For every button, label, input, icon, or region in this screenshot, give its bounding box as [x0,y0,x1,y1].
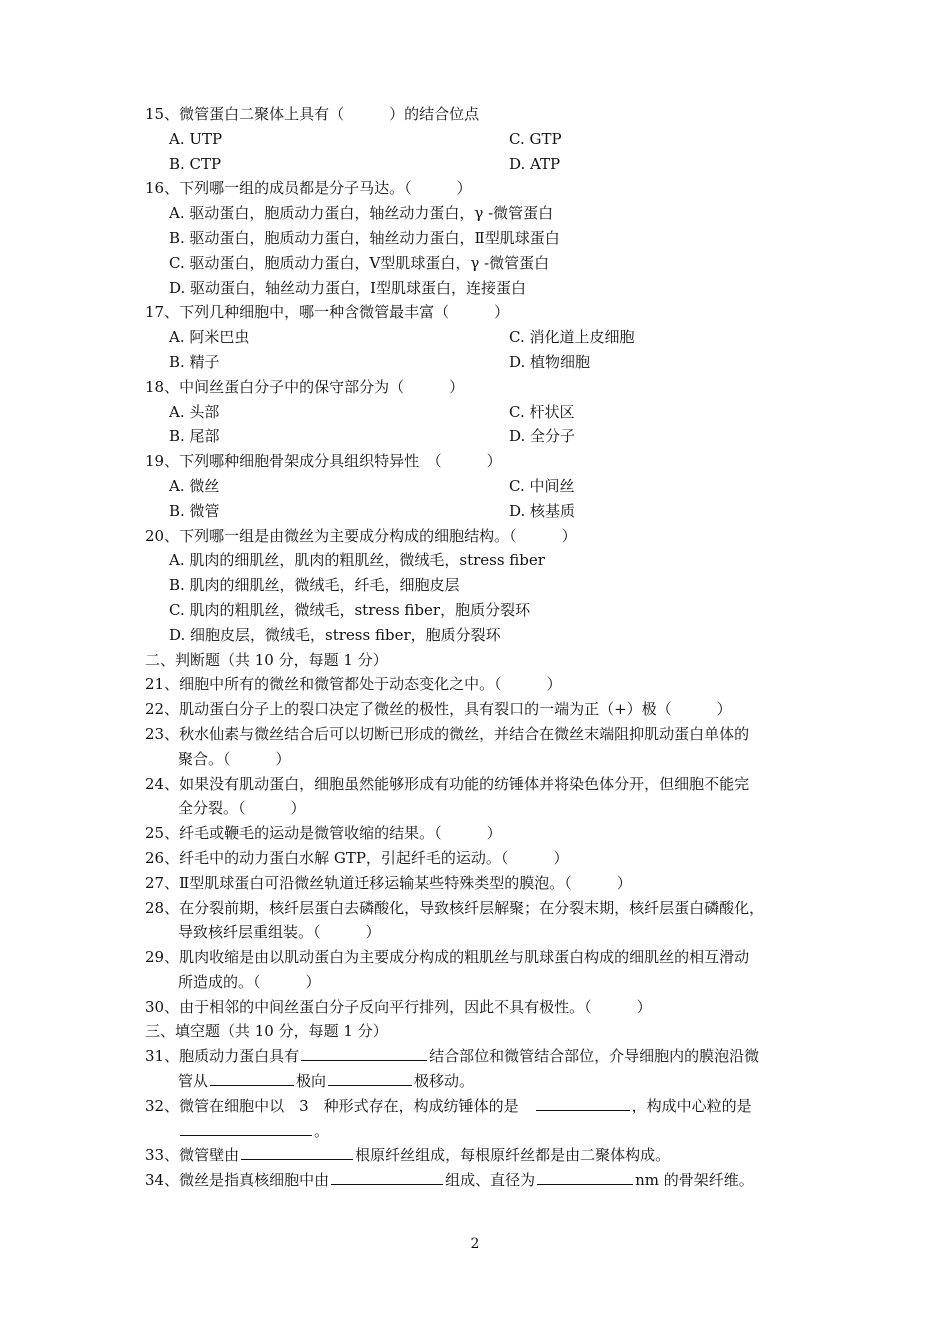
question-27: 27、Ⅱ型肌球蛋白可沿微丝轨道迁移运输某些特殊类型的膜泡。（ ） [145,873,632,892]
option-text: A. 肌肉的细肌丝，肌肉的粗肌丝，微绒毛，stress fiber [169,551,545,570]
option-text: D. 核基质 [509,501,576,520]
section-title-judgement: 二、判断题（共 10 分，每题 1 分） [145,650,388,669]
question-22: 22、肌动蛋白分子上的裂口决定了微丝的极性，具有裂口的一端为正（+）极（ ） [145,700,732,719]
question-15-options-row-1 [145,127,815,152]
option-text: B. 肌肉的细肌丝，微绒毛，纤毛，细胞皮层 [169,576,460,595]
question-15-stem: 15、微管蛋白二聚体上具有（ ）的结合位点 [145,105,480,123]
option-text: B. 微管 [169,501,220,520]
option-text: C. 中间丝 [509,476,575,495]
option-text: C. 肌肉的粗肌丝，微绒毛，stress fiber，胞质分裂环 [169,600,531,619]
question-17-stem: 17、下列几种细胞中，哪一种含微管最丰富（ ） [145,303,510,322]
question-25: 25、纤毛或鞭毛的运动是微管收缩的结果。（ ） [145,824,502,843]
question-30: 30、由于相邻的中间丝蛋白分子反向平行排列，因此不具有极性。（ ） [145,997,652,1016]
question-17-options-row-1 [145,325,815,350]
option-text: D. 植物细胞 [509,352,591,371]
question-text: 根原纤丝组成，每根原纤丝都是由二聚体构成。 [355,1146,671,1165]
question-21: 21、细胞中所有的微丝和微管都处于动态变化之中。（ ） [145,675,562,694]
question-text: 极移动。 [414,1072,475,1091]
question-18-options-row-2 [145,424,815,449]
question-text: 组成、直径为 [445,1171,536,1190]
question-19-stem: 19、下列哪种细胞骨架成分具组织特异性 （ ） [145,452,502,471]
option-text: A. 微丝 [169,476,220,495]
question-28: 28、在分裂前期，核纤层蛋白去磷酸化，导致核纤层解聚；在分裂末期，核纤层蛋白磷酸化， [145,898,765,917]
question-29: 29、肌肉收缩是由以肌动蛋白为主要成分构成的粗肌丝与肌球蛋白构成的细肌丝的相互滑动 [145,948,750,967]
question-33 [145,1143,815,1168]
option-text: A. 驱动蛋白，胞质动力蛋白，轴丝动力蛋白，γ -微管蛋白 [169,204,554,223]
question-text: ，构成中心粒的是 [631,1096,752,1115]
answer-blank[interactable] [331,1170,443,1185]
answer-blank[interactable] [241,1145,353,1160]
option-text: D. 驱动蛋白，轴丝动力蛋白，Ⅰ型肌球蛋白，连接蛋白 [169,278,526,297]
question-text: 33、微管壁由 [145,1146,240,1165]
question-24-continuation: 全分裂。（ ） [178,799,306,818]
question-18-stem: 18、中间丝蛋白分子中的保守部分为（ ） [145,377,465,396]
option-text: D. 细胞皮层，微绒毛，stress fiber，胞质分裂环 [169,625,501,644]
question-19-options-row-2 [145,499,815,524]
option-text: B. 尾部 [169,427,220,446]
question-text: nm 的骨架纤维。 [635,1171,754,1190]
answer-blank[interactable] [180,1121,312,1136]
option-text: C. 消化道上皮细胞 [509,328,635,347]
option-text: A. UTP [169,129,223,148]
question-24: 24、如果没有肌动蛋白，细胞虽然能够形成有功能的纺锤体并将染色体分开，但细胞不能完 [145,774,750,793]
page-number: 2 [470,1236,480,1252]
question-15-options-row-2 [145,152,815,177]
question-text: 34、微丝是指真核细胞中由 [145,1171,330,1190]
question-31-line-1 [145,1044,815,1069]
question-16-stem: 16、下列哪一组的成员都是分子马达。（ ） [145,179,472,198]
question-text: 管从 [178,1072,209,1091]
question-20-stem: 20、下列哪一组是由微丝为主要成分构成的细胞结构。（ ） [145,526,577,545]
question-23-continuation: 聚合。（ ） [178,749,291,768]
question-28-continuation: 导致核纤层重组装。（ ） [178,923,381,942]
question-18-options-row-1 [145,400,815,425]
question-17-options-row-2 [145,350,815,375]
question-29-continuation: 所造成的。（ ） [178,972,321,991]
option-text: C. 杆状区 [509,402,575,421]
question-32-line-2 [145,1119,815,1144]
question-text: 极向 [296,1072,327,1091]
option-text: B. CTP [169,154,222,173]
option-text: C. 驱动蛋白，胞质动力蛋白，Ⅴ型肌球蛋白，γ -微管蛋白 [169,253,550,272]
option-text: B. 驱动蛋白，胞质动力蛋白，轴丝动力蛋白，Ⅱ型肌球蛋白 [169,228,560,247]
answer-blank[interactable] [301,1046,427,1061]
question-text: 。 [314,1121,330,1140]
answer-blank[interactable] [328,1071,412,1086]
option-text: D. 全分子 [509,427,576,446]
question-32-line-1 [145,1094,815,1119]
option-text: B. 精子 [169,352,220,371]
option-text: D. ATP [509,154,561,173]
question-text: 31、胞质动力蛋白具有 [145,1047,300,1066]
section-title-fill-in: 三、填空题（共 10 分，每题 1 分） [145,1022,388,1041]
question-19-options-row-1 [145,474,815,499]
answer-blank[interactable] [537,1170,633,1185]
option-text: C. GTP [509,129,562,148]
question-text: 结合部位和微管结合部位，介导细胞内的膜泡沿微 [429,1047,760,1066]
question-23: 23、秋水仙素与微丝结合后可以切断已形成的微丝，并结合在微丝末端阻抑肌动蛋白单体的 [145,724,750,743]
answer-blank[interactable] [536,1096,630,1111]
question-26: 26、纤毛中的动力蛋白水解 GTP，引起纤毛的运动。（ ） [145,848,569,867]
option-text: A. 阿米巴虫 [169,328,250,347]
option-text: A. 头部 [169,402,220,421]
question-34 [145,1168,815,1193]
question-31-line-2 [145,1069,815,1094]
answer-blank[interactable] [210,1071,294,1086]
page-content [145,102,815,1193]
question-text: 32、微管在细胞中以 3 种形式存在，构成纺锤体的是 [145,1096,534,1115]
